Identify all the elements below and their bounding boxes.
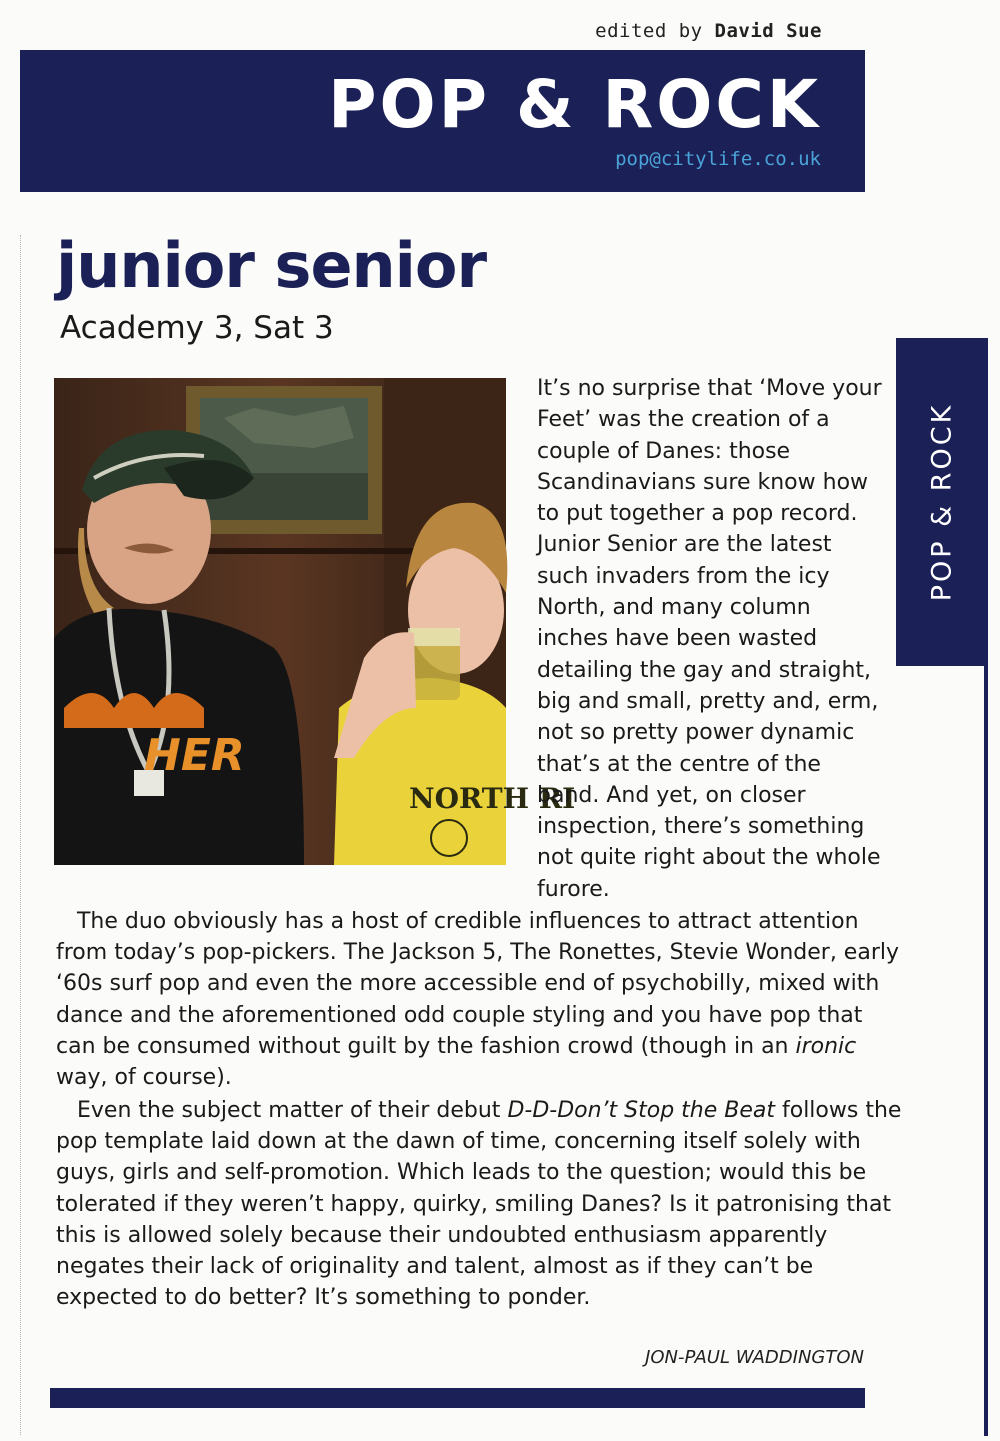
para2-line-4: dance and the aforementioned odd couple styling and you have pop that <box>56 1002 863 1028</box>
editor-credit <box>595 20 822 42</box>
tshirt-left-text: HER <box>144 730 245 781</box>
intro-line: North, and many column <box>537 595 811 621</box>
para3-line-1-before: Even the subject matter of their debut <box>76 1098 508 1123</box>
para2-line-5-text: can be consumed without guilt by the fashion crowd (though in an <box>56 1033 796 1059</box>
article-byline: JON-PAUL WADDINGTON <box>645 1347 864 1368</box>
section-title: POP & ROCK <box>328 66 821 143</box>
section-banner <box>20 50 865 192</box>
para3-line-3: guys, girls and self-promotion. Which leads to the question; would this be <box>56 1160 867 1186</box>
para3-line-2: pop template laid down at the dawn of time, concerning itself solely with <box>56 1129 861 1155</box>
intro-line: big and small, pretty and, erm, <box>537 688 879 714</box>
side-tab-label: POP & ROCK <box>926 402 958 602</box>
band-photo <box>54 378 576 865</box>
editor-prefix: edited by <box>595 20 703 42</box>
para2-line-1-text: The duo obviously has a host of credible influences to attract attention <box>76 909 859 934</box>
para3-line-4: tolerated if they weren’t happy, quirky, smiling Danes? Is it patronising that <box>56 1191 892 1217</box>
para2-line-5 <box>56 1031 876 1062</box>
intro-line: that’s at the centre of the <box>537 751 821 777</box>
intro-line: inspection, there’s something <box>537 814 865 840</box>
intro-line: to put together a pop record. <box>537 501 858 527</box>
intro-line: detailing the gay and straight, <box>537 657 872 683</box>
para3-line-5: this is allowed solely because their undoubted enthusiasm apparently <box>56 1222 828 1248</box>
editor-name: David Sue <box>714 20 822 42</box>
footer-bar <box>50 1388 865 1408</box>
margin-dotted-rule <box>20 235 21 1435</box>
album-title: D-D-Don’t Stop the Beat <box>507 1098 775 1123</box>
intro-line: Junior Senior are the latest <box>537 532 832 558</box>
intro-line: such invaders from the icy <box>537 563 830 589</box>
intro-line: Feet’ was the creation of a <box>537 407 830 433</box>
para2-line-2: from today’s pop-pickers. The Jackson 5, The Ronettes, Stevie Wonder, early <box>56 940 899 966</box>
intro-line: couple of Danes: those <box>537 438 791 464</box>
intro-line: inches have been wasted <box>537 626 818 652</box>
article-intro-paragraph <box>537 373 882 905</box>
side-section-tab <box>896 338 988 666</box>
tshirt-right-text: NORTH RI <box>409 782 576 815</box>
intro-line: band. And yet, on closer <box>537 782 806 808</box>
para2-line-6: way, of course). <box>56 1065 232 1091</box>
para3-line-7: expected to do better? It’s something to ponder. <box>56 1285 591 1311</box>
intro-line: It’s no surprise that ‘Move your <box>537 376 882 401</box>
intro-line: not quite right about the whole <box>537 845 881 871</box>
intro-line: not so pretty power dynamic <box>537 720 855 746</box>
para2-line-3: ‘60s surf pop and even the more accessible end of psychobilly, mixed with <box>56 971 880 997</box>
section-email[interactable]: pop@citylife.co.uk <box>615 148 821 170</box>
para3-line-1-after: follows the <box>775 1098 902 1123</box>
article-venue: Academy 3, Sat 3 <box>60 310 334 346</box>
side-edge-line <box>984 666 988 1436</box>
article-paragraph-3 <box>56 1095 902 1313</box>
para3-line-1 <box>56 1095 902 1126</box>
intro-line: furore. <box>537 876 610 902</box>
para3-line-6: negates their lack of originality and talent, almost as if they can’t be <box>56 1254 814 1280</box>
band-photo-illustration <box>54 378 576 865</box>
intro-line: Scandinavians sure know how <box>537 469 869 495</box>
para2-italic-word: ironic <box>795 1033 857 1059</box>
article-headline: junior senior <box>56 229 487 302</box>
para2-line-1 <box>56 906 876 937</box>
article-paragraph-2 <box>56 906 899 1093</box>
